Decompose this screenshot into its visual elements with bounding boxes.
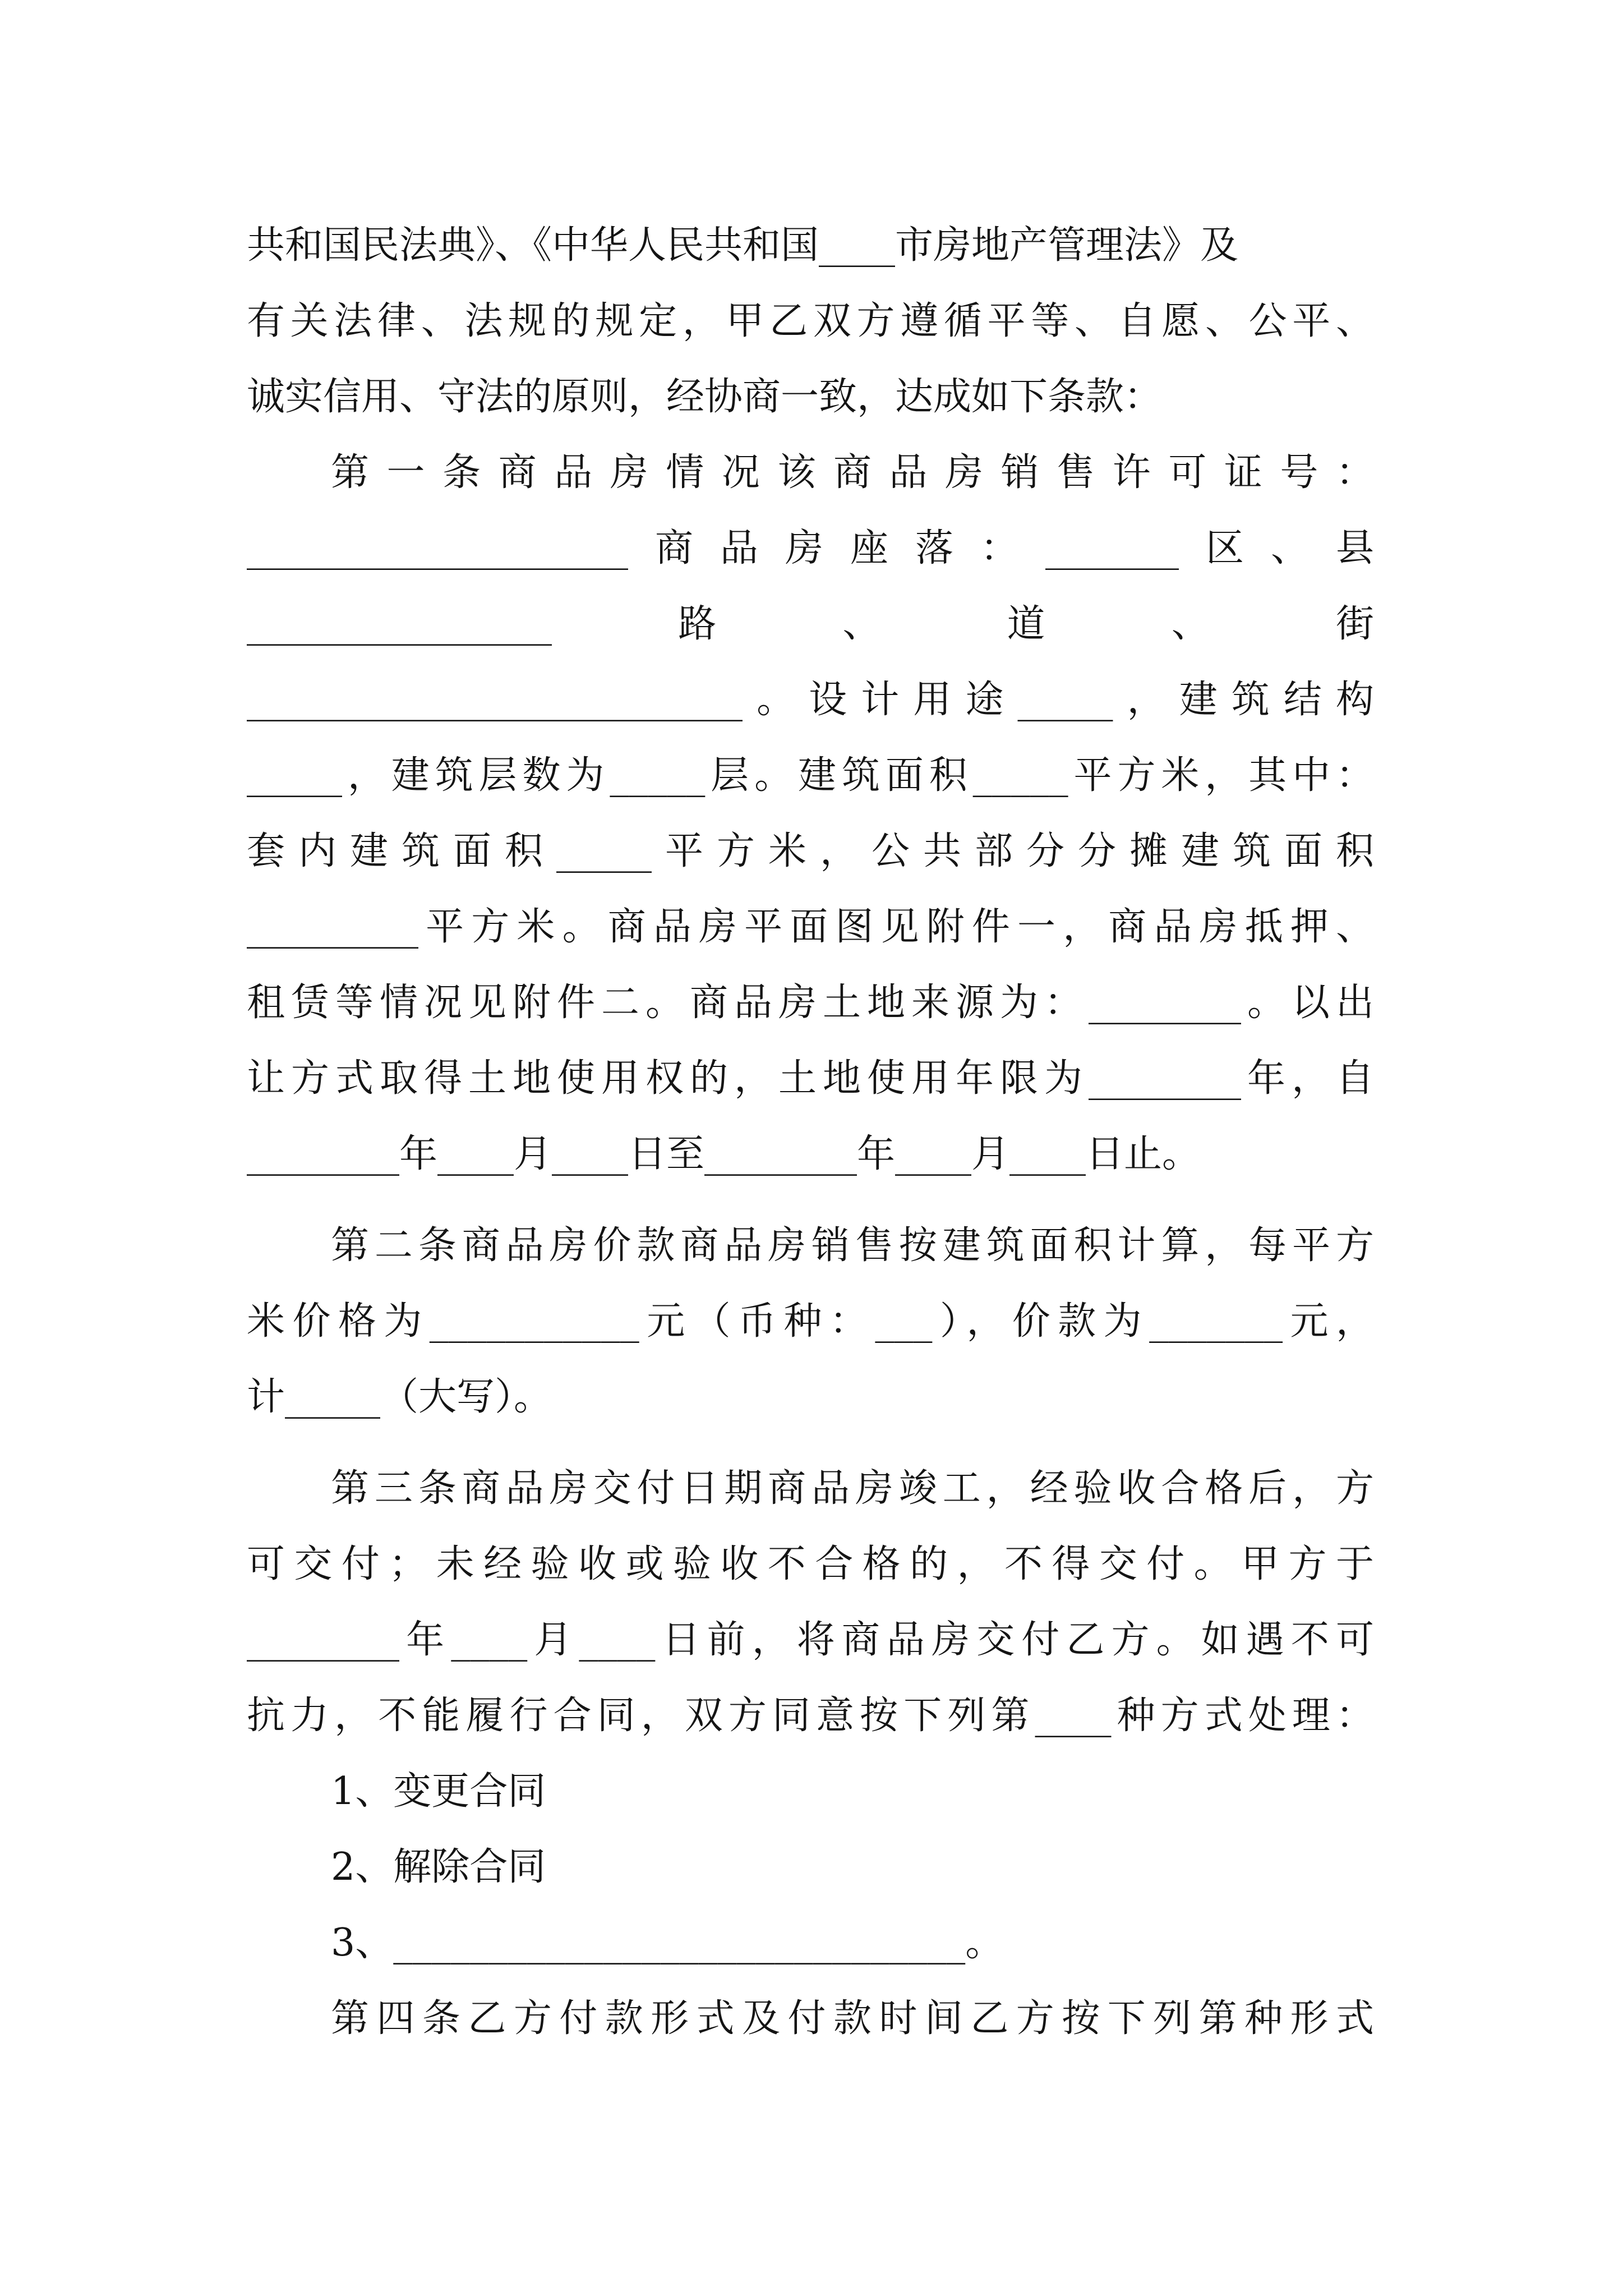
list-item: 1、变更合同 [331, 1769, 546, 1814]
list-item: 3、______________________________。 [331, 1921, 1004, 1965]
text-line: 共和国民法典》、《中华人民共和国____市房地产管理法》及 [247, 223, 1239, 268]
article-4-heading: 第四条乙方付款形式及付款时间乙方按下列第种形式 [331, 1996, 1374, 2041]
text-line: 米价格为___________元（币种：___），价款为_______元， [247, 1299, 1374, 1343]
text-line: 计_____（大写）。 [247, 1375, 552, 1419]
contract-body [247, 208, 1374, 2056]
text-line: 让方式取得土地使用权的，土地使用年限为________年，自 [247, 1056, 1374, 1101]
text-line: 诚实信用、守法的原则，经协商一致，达成如下条款： [247, 375, 1163, 419]
text-line: ____________________商品房座落：_______区、县 [247, 526, 1374, 570]
list-item: 2、解除合同 [331, 1845, 546, 1889]
text-line: ________年____月____日至________年____月____日止。 [247, 1132, 1201, 1176]
text-line: __________________________。设计用途_____，建筑结构 [247, 678, 1374, 722]
text-line: _________平方米。商品房平面图见附件一，商品房抵押、 [247, 905, 1374, 949]
article-2-heading: 第二条商品房价款商品房销售按建筑面积计算，每平方 [331, 1223, 1374, 1268]
article-3-heading: 第三条商品房交付日期商品房竣工，经验收合格后，方 [331, 1466, 1374, 1511]
text-line: 套内建筑面积_____平方米，公共部分分摊建筑面积 [247, 829, 1374, 873]
text-line: 租赁等情况见附件二。商品房土地来源为：________。以出 [247, 981, 1374, 1025]
article-1-heading: 第一条商品房情况该商品房销售许可证号： [331, 450, 1374, 495]
text-line: 有关法律、法规的规定，甲乙双方遵循平等、自愿、公平、 [247, 299, 1374, 343]
text-line: ________年____月____日前，将商品房交付乙方。如遇不可 [247, 1618, 1374, 1662]
text-line: ________________路、道、街 [247, 602, 1374, 646]
text-line: _____，建筑层数为_____层。建筑面积_____平方米，其中： [247, 753, 1374, 798]
text-line: 可交付；未经验收或验收不合格的，不得交付。甲方于 [247, 1542, 1374, 1586]
text-line: 抗力，不能履行合同，双方同意按下列第____种方式处理： [247, 1694, 1374, 1738]
